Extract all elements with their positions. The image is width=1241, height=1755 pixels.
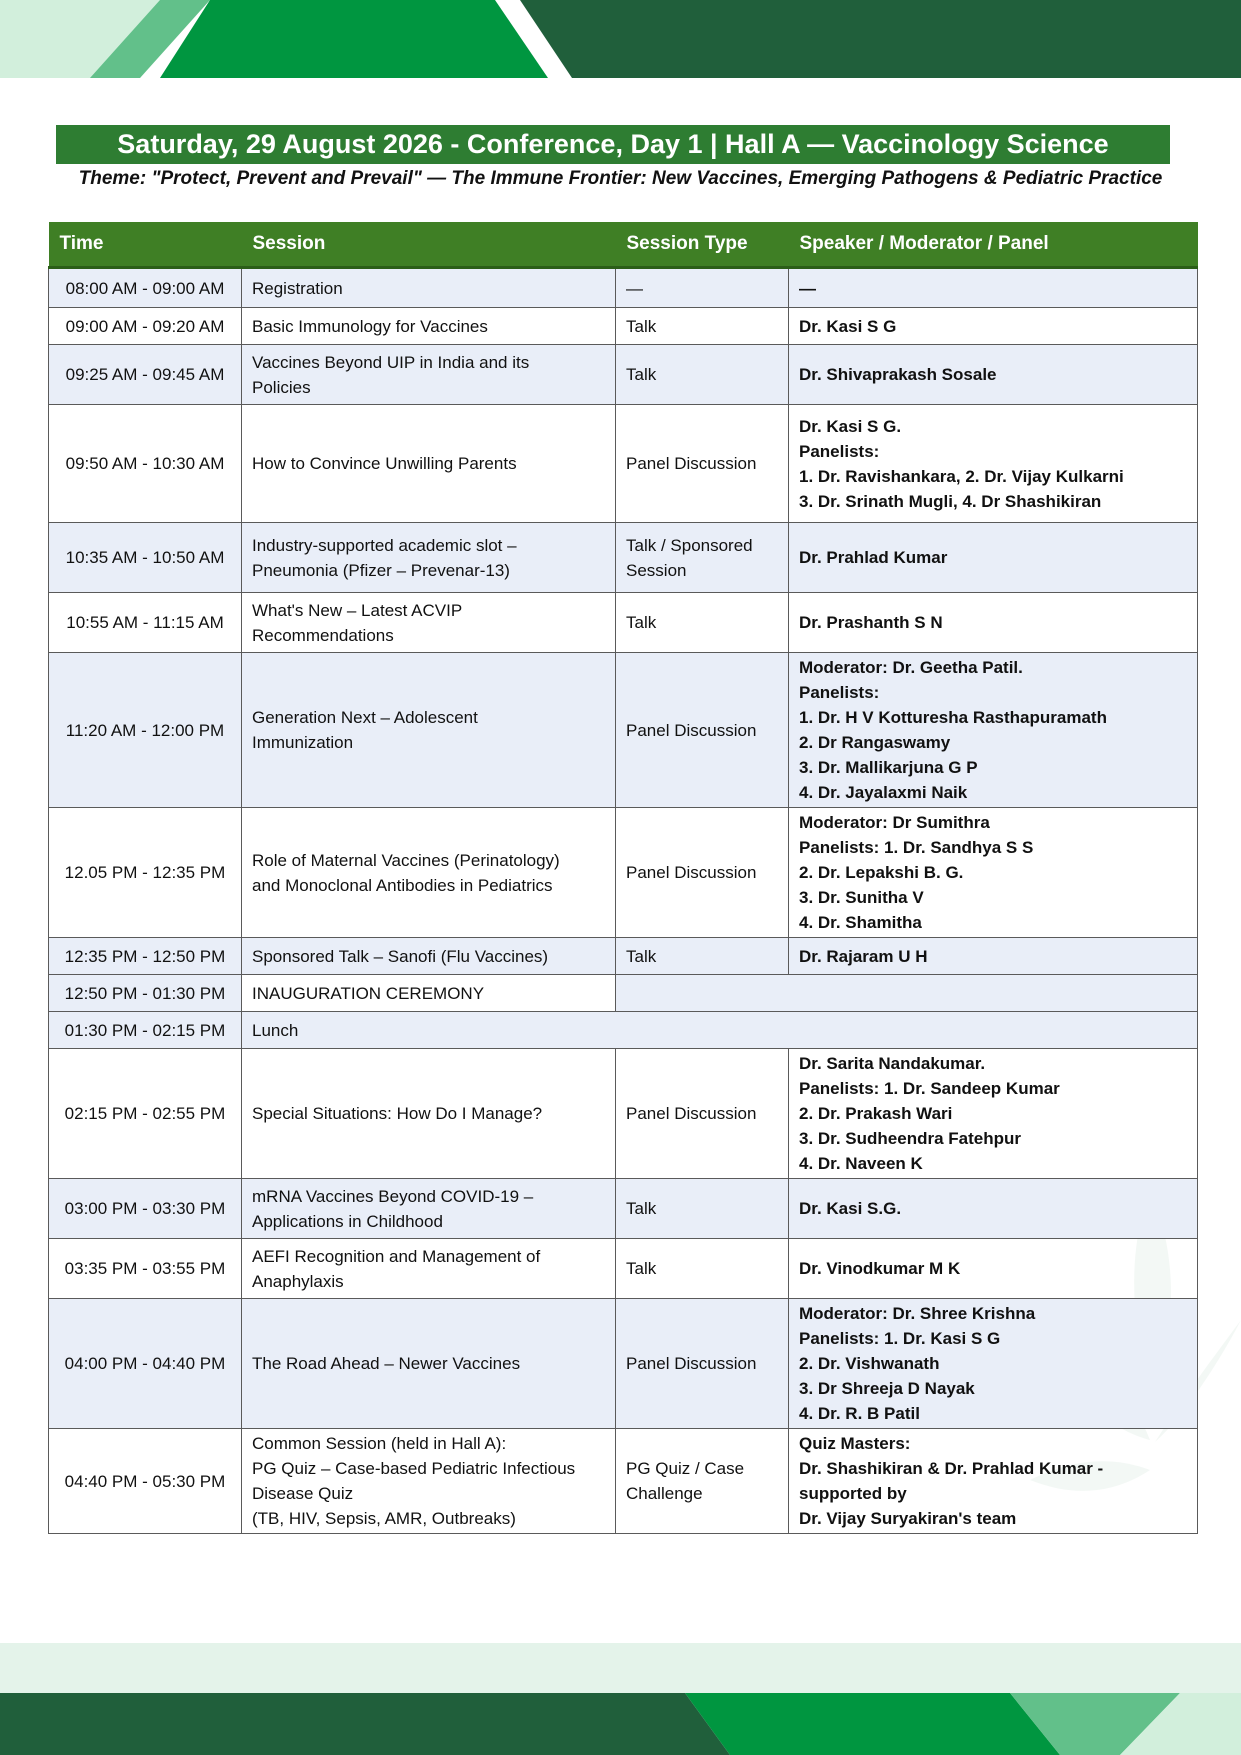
session-line: AEFI Recognition and Management of — [252, 1246, 541, 1266]
speaker-line: 2. Dr. Vishwanath — [799, 1354, 940, 1373]
top-decorative-band — [0, 0, 1241, 78]
column-header-session: Session — [242, 222, 616, 268]
time-cell: 10:35 AM - 10:50 AM — [49, 523, 242, 593]
session-type-cell — [616, 1239, 789, 1299]
speaker-line: Panelists: — [799, 441, 880, 461]
session-type-cell — [616, 808, 789, 938]
table-row — [49, 405, 1198, 523]
session-type-cell — [616, 345, 789, 405]
session-line: Generation Next – Adolescent — [252, 708, 478, 727]
session-line: Registration — [252, 278, 343, 298]
session-type-cell — [616, 1429, 789, 1534]
session-line: Recommendations — [252, 625, 394, 645]
speaker-line: Dr. Prashanth S N — [799, 613, 943, 632]
speaker-line: 2. Dr. Lepakshi B. G. — [799, 863, 964, 882]
session-type-cell — [616, 308, 789, 345]
speaker-line: 4. Dr. Jayalaxmi Naik — [799, 783, 968, 802]
speaker-cell — [789, 1299, 1198, 1429]
speaker-line: 4. Dr. Naveen K — [799, 1154, 923, 1173]
speaker-line: Dr. Rajaram U H — [799, 946, 928, 966]
session-cell — [242, 1299, 616, 1429]
speaker-line: Quiz Masters: — [799, 1434, 911, 1453]
session-line: Industry-supported academic slot – — [252, 535, 517, 555]
session-line: Special Situations: How Do I Manage? — [252, 1104, 543, 1123]
speaker-line: 2. Dr Rangaswamy — [799, 733, 951, 752]
session-type-line: PG Quiz / Case — [626, 1459, 745, 1478]
session-cell — [242, 938, 616, 975]
speaker-line: 3. Dr. Srinath Mugli, 4. Dr Shashikiran — [799, 491, 1102, 511]
speaker-line: 1. Dr. Ravishankara, 2. Dr. Vijay Kulkarni — [799, 466, 1124, 486]
session-line: Role of Maternal Vaccines (Perinatology) — [252, 850, 560, 870]
speaker-line: 4. Dr. Shamitha — [799, 913, 922, 932]
time-cell: 10:55 AM - 11:15 AM — [49, 593, 242, 653]
session-cell — [242, 653, 616, 808]
time-cell: 03:35 PM - 03:55 PM — [49, 1239, 242, 1299]
schedule-body — [49, 268, 1198, 1534]
speaker-line: supported by — [799, 1484, 907, 1503]
time-cell: 04:00 PM - 04:40 PM — [49, 1299, 242, 1429]
session-type-cell — [616, 1179, 789, 1239]
session-line: Policies — [252, 377, 311, 397]
session-cell — [242, 593, 616, 653]
table-row — [49, 1179, 1198, 1239]
session-type-cell — [616, 593, 789, 653]
session-type-line: — — [626, 278, 643, 298]
session-line: and Monoclonal Antibodies in Pediatrics — [252, 875, 553, 895]
session-line: Anaphylaxis — [252, 1271, 344, 1291]
session-line: What's New – Latest ACVIP — [252, 600, 463, 620]
session-type-line: Panel Discussion — [626, 1104, 757, 1123]
session-line: INAUGURATION CEREMONY — [252, 983, 485, 1003]
column-header-time: Time — [49, 222, 242, 268]
session-type-line: Talk — [626, 1259, 657, 1278]
session-type-line: Talk / Sponsored — [626, 535, 753, 555]
session-line: PG Quiz – Case-based Pediatric Infectious — [252, 1459, 576, 1478]
table-row — [49, 975, 1198, 1012]
session-cell — [242, 345, 616, 405]
speaker-cell — [789, 653, 1198, 808]
time-cell: 02:15 PM - 02:55 PM — [49, 1049, 242, 1179]
session-type-line: Challenge — [626, 1484, 703, 1503]
session-cell — [242, 1429, 616, 1534]
table-row — [49, 593, 1198, 653]
session-line: Pneumonia (Pfizer – Prevenar-13) — [252, 560, 510, 580]
table-row — [49, 308, 1198, 345]
speaker-cell — [789, 1049, 1198, 1179]
page-title: Saturday, 29 August 2026 - Conference, Day 1 | Hall A — Vaccinology Science — [56, 125, 1170, 164]
speaker-line: Moderator: Dr. Shree Krishna — [799, 1304, 1036, 1323]
speaker-cell — [789, 345, 1198, 405]
session-type-cell — [616, 938, 789, 975]
session-line: mRNA Vaccines Beyond COVID-19 – — [252, 1186, 534, 1206]
session-type-line: Panel Discussion — [626, 863, 757, 882]
table-row — [49, 523, 1198, 593]
time-cell: 12:35 PM - 12:50 PM — [49, 938, 242, 975]
time-cell: 09:00 AM - 09:20 AM — [49, 308, 242, 345]
session-type-cell — [616, 405, 789, 523]
speaker-line: 4. Dr. R. B Patil — [799, 1404, 920, 1423]
table-row — [49, 1299, 1198, 1429]
table-row — [49, 938, 1198, 975]
table-row — [49, 1429, 1198, 1534]
session-cell — [242, 1049, 616, 1179]
column-header-session-type: Session Type — [616, 222, 789, 268]
table-row — [49, 1239, 1198, 1299]
table-row — [49, 653, 1198, 808]
session-type-line: Session — [626, 560, 687, 580]
bottom-decorative-band — [0, 1693, 1241, 1755]
speaker-line: Dr. Sarita Nandakumar. — [799, 1054, 986, 1073]
table-row — [49, 808, 1198, 938]
time-cell: 11:20 AM - 12:00 PM — [49, 653, 242, 808]
bottom-tint-strip — [0, 1643, 1241, 1693]
speaker-line: Dr. Vijay Suryakiran's team — [799, 1509, 1017, 1528]
session-line: How to Convince Unwilling Parents — [252, 454, 517, 473]
speaker-line: 3. Dr. Mallikarjuna G P — [799, 758, 978, 777]
speaker-line: Panelists: 1. Dr. Sandhya S S — [799, 838, 1034, 857]
session-cell — [242, 405, 616, 523]
speaker-line: Dr. Kasi S.G. — [799, 1199, 902, 1218]
speaker-line: Panelists: — [799, 683, 880, 702]
speaker-line: Moderator: Dr Sumithra — [799, 813, 990, 832]
table-header-row — [49, 222, 1198, 268]
session-type-cell — [616, 523, 789, 593]
session-type-cell — [616, 653, 789, 808]
speaker-cell — [789, 938, 1198, 975]
speaker-line: 2. Dr. Prakash Wari — [799, 1104, 953, 1123]
time-cell: 03:00 PM - 03:30 PM — [49, 1179, 242, 1239]
speaker-line: Dr. Vinodkumar M K — [799, 1259, 961, 1278]
session-type-line: Panel Discussion — [626, 454, 757, 473]
speaker-line: — — [799, 278, 816, 298]
session-type-cell — [616, 1299, 789, 1429]
session-type-line: Talk — [626, 1199, 657, 1218]
session-type-line: Talk — [626, 946, 657, 966]
speaker-line: Dr. Prahlad Kumar — [799, 548, 948, 567]
session-type-line: Talk — [626, 365, 657, 384]
session-line: Immunization — [252, 733, 354, 752]
time-cell: 08:00 AM - 09:00 AM — [49, 268, 242, 308]
session-line: Basic Immunology for Vaccines — [252, 316, 488, 336]
speaker-cell — [789, 268, 1198, 308]
session-cell — [242, 523, 616, 593]
speaker-line: 3. Dr. Sudheendra Fatehpur — [799, 1129, 1021, 1148]
speaker-line: 3. Dr. Sunitha V — [799, 888, 924, 907]
empty-cell — [616, 975, 1198, 1012]
speaker-cell — [789, 1179, 1198, 1239]
speaker-cell — [789, 523, 1198, 593]
time-cell: 12:50 PM - 01:30 PM — [49, 975, 242, 1012]
time-cell: 01:30 PM - 02:15 PM — [49, 1012, 242, 1049]
speaker-line: Dr. Kasi S G — [799, 316, 897, 336]
speaker-line: Panelists: 1. Dr. Kasi S G — [799, 1329, 1001, 1348]
session-line: Common Session (held in Hall A): — [252, 1434, 507, 1453]
table-row — [49, 1049, 1198, 1179]
session-line: Lunch — [252, 1020, 299, 1040]
time-cell: 09:50 AM - 10:30 AM — [49, 405, 242, 523]
session-type-cell — [616, 268, 789, 308]
session-line: Vaccines Beyond UIP in India and its — [252, 352, 530, 372]
session-type-line: Panel Discussion — [626, 1354, 757, 1373]
table-row — [49, 1012, 1198, 1049]
session-cell — [242, 1239, 616, 1299]
session-line: Applications in Childhood — [252, 1211, 443, 1231]
theme-subtitle: Theme: "Protect, Prevent and Prevail" — The Immune Frontier: New Vaccines, Emerging Pathogens & Pediatric Practice — [78, 168, 1163, 189]
session-cell — [242, 975, 616, 1012]
time-cell: 09:25 AM - 09:45 AM — [49, 345, 242, 405]
speaker-line: 1. Dr. H V Kotturesha Rasthapuramath — [799, 708, 1107, 727]
schedule-table — [48, 222, 1198, 1534]
speaker-cell — [789, 1429, 1198, 1534]
speaker-cell — [789, 308, 1198, 345]
session-line: Disease Quiz — [252, 1484, 354, 1503]
speaker-cell — [789, 405, 1198, 523]
speaker-line: 3. Dr Shreeja D Nayak — [799, 1379, 975, 1398]
time-cell: 04:40 PM - 05:30 PM — [49, 1429, 242, 1534]
speaker-cell — [789, 593, 1198, 653]
session-cell — [242, 308, 616, 345]
session-cell — [242, 268, 616, 308]
speaker-cell — [789, 808, 1198, 938]
session-type-cell — [616, 1049, 789, 1179]
table-row — [49, 345, 1198, 405]
session-type-line: Talk — [626, 613, 657, 632]
session-cell — [242, 1012, 1198, 1049]
session-line: (TB, HIV, Sepsis, AMR, Outbreaks) — [252, 1509, 516, 1528]
column-header-speaker: Speaker / Moderator / Panel — [789, 222, 1198, 268]
table-row — [49, 268, 1198, 308]
speaker-line: Moderator: Dr. Geetha Patil. — [799, 658, 1023, 677]
session-cell — [242, 1179, 616, 1239]
session-line: The Road Ahead – Newer Vaccines — [252, 1354, 521, 1373]
speaker-line: Dr. Kasi S G. — [799, 416, 902, 436]
session-cell — [242, 808, 616, 938]
session-type-line: Panel Discussion — [626, 720, 757, 740]
session-line: Sponsored Talk – Sanofi (Flu Vaccines) — [252, 946, 549, 966]
speaker-line: Dr. Shivaprakash Sosale — [799, 365, 997, 384]
session-type-line: Talk — [626, 316, 657, 336]
speaker-line: Panelists: 1. Dr. Sandeep Kumar — [799, 1079, 1060, 1098]
time-cell: 12.05 PM - 12:35 PM — [49, 808, 242, 938]
speaker-line: Dr. Shashikiran & Dr. Prahlad Kumar - — [799, 1459, 1104, 1478]
speaker-cell — [789, 1239, 1198, 1299]
